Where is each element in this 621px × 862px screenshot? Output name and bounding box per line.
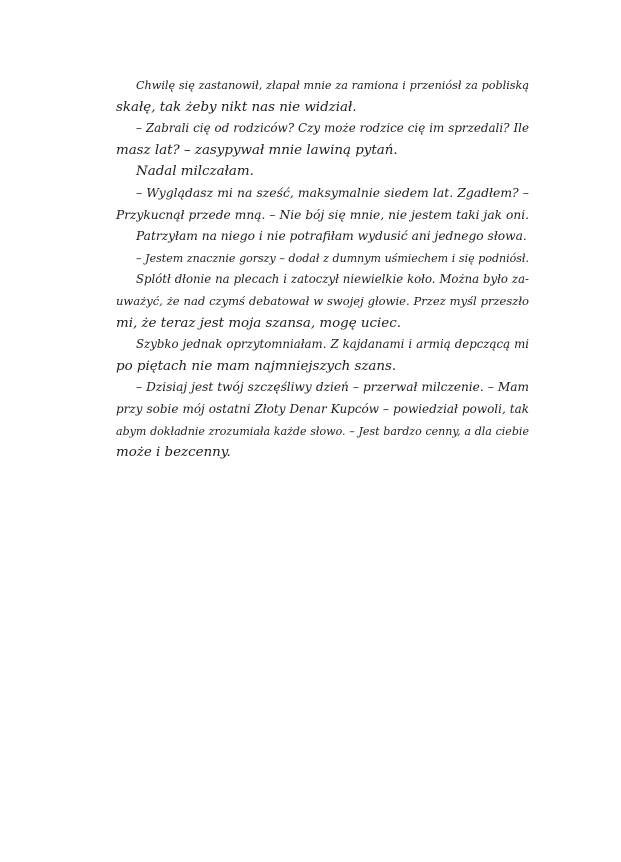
text-line: – Jestem znacznie gorszy – dodał z dumnym uśmiechem i się podniósł.: [136, 251, 529, 265]
text-line: Patrzyłam na niego i nie potrafiłam wydusić ani jednego słowa.: [136, 229, 527, 244]
text-line: Splótł dłonie na plecach i zatoczył niewielkie koło. Można było za-: [136, 272, 529, 287]
text-line: przy sobie mój ostatni Złoty Denar Kupców – powiedział powoli, tak: [116, 401, 529, 416]
page-body-text: [116, 75, 529, 464]
text-line: Nadal milczałam.: [136, 164, 254, 180]
text-line: abym dokładnie zrozumiała każde słowo. – Jest bardzo cenny, a dla ciebie: [116, 424, 529, 438]
text-line: Przykucnął przede mną. – Nie bój się mnie, nie jestem taki jak oni.: [116, 207, 529, 222]
text-line: masz lat? – zasypywał mnie lawiną pytań.: [116, 142, 398, 158]
text-line: może i bezcenny.: [116, 445, 231, 461]
text-line: Szybko jednak oprzytomniałam. Z kajdanami i armią depczącą mi: [136, 337, 529, 352]
text-line: uważyć, że nad czymś debatował w swojej głowie. Przez myśl przeszło: [116, 293, 529, 308]
text-line: Chwilę się zastanowił, złapał mnie za ramiona i przeniósł za pobliską: [136, 79, 529, 92]
text-line: – Zabrali cię od rodziców? Czy może rodzice cię im sprzedali? Ile: [136, 121, 529, 136]
text-line: skałę, tak żeby nikt nas nie widział.: [116, 99, 357, 115]
text-line: – Wyglądasz mi na sześć, maksymalnie siedem lat. Zgadłem? –: [136, 185, 529, 200]
text-line: mi, że teraz jest moja szansa, mogę uciec.: [116, 315, 401, 331]
text-line: po piętach nie mam najmniejszych szans.: [116, 358, 397, 374]
text-line: – Dzisiaj jest twój szczęśliwy dzień – przerwał milczenie. – Mam: [136, 380, 529, 395]
